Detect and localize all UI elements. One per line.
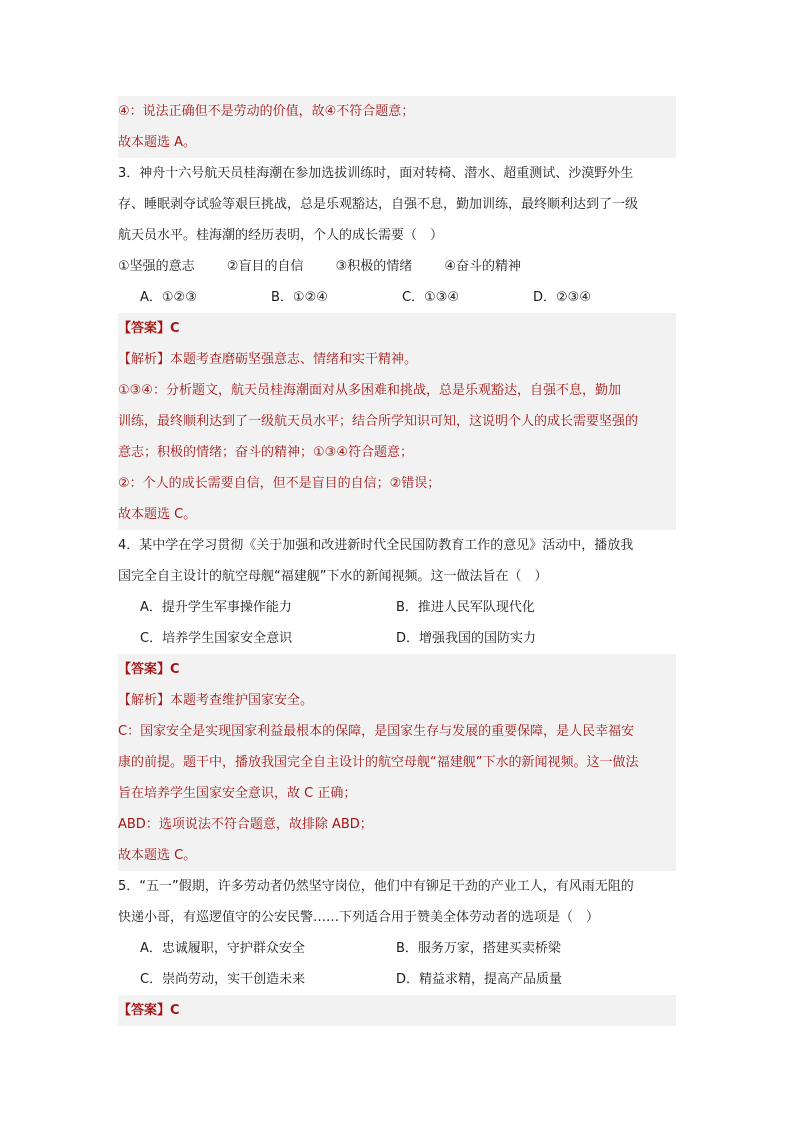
q4-analysis-line: 康的前提。题干中，播放我国完全自主设计的航空母舰“福建舰”下水的新闻视频。这一做法 [118,747,676,778]
q3-statement: ①坚强的意志 [118,259,195,274]
q5-option-b: B．服务万家，搭建买卖桥梁 [396,941,561,956]
q3-analysis-line: ②：个人的成长需要自信，但不是盲目的自信；②错误； [118,468,676,499]
q3-analysis-line: 【解析】本题考查磨砺坚强意志、情绪和实干精神。 [118,344,676,375]
q5-answer: 【答案】C [118,995,676,1026]
q3-analysis-line: 训练，最终顺利达到了一级航天员水平；结合所学知识可知，这说明个人的成长需要坚强的 [118,406,676,437]
q4-analysis-line: C：国家安全是实现国家利益最根本的保障，是国家生存与发展的重要保障，是人民幸福安 [118,716,676,747]
q5-options-row [118,933,676,964]
q3-statement: ②盲目的自信 [226,259,304,274]
q3-stem-line: 3．神舟十六号航天员桂海潮在参加选拔训练时，面对转椅、潜水、超重测试、沙漠野外生 [118,166,634,181]
q4-option-b: B．推进人民军队现代化 [396,600,535,615]
q3-statement: ④奋斗的精神 [444,259,522,274]
q3-statement: ③积极的情绪 [335,259,413,274]
q4-options-row [118,623,676,654]
q4-analysis-line: 【解析】本题考查维护国家安全。 [118,685,676,716]
q5-option-a: A．忠诚履职，守护群众安全 [140,941,305,956]
q3-statements [118,251,676,282]
q3-options [118,282,676,313]
q4-stem-line: 4．某中学在学习贯彻《关于加强和改进新时代全民国防教育工作的意见》活动中，播放我 [118,538,634,553]
q4-option-c: C．培养学生国家安全意识 [140,631,293,646]
q5-options-row [118,964,676,995]
q4-stem-line: 国完全自主设计的航空母舰“福建舰”下水的新闻视频。这一做法旨在（ ） [118,569,548,584]
q5-stem-line: 快递小哥，有巡逻值守的公安民警……下列适合用于赞美全体劳动者的选项是（ ） [118,910,600,925]
q4-answer: 【答案】C [118,654,676,685]
q3-stem-line: 航天员水平。桂海潮的经历表明，个人的成长需要（ ） [118,228,444,243]
q4-option-d: D．增强我国的国防实力 [396,631,537,646]
q3-answer: 【答案】C [118,313,676,344]
q3-stem-line: 存、睡眠剥夺试验等艰巨挑战，总是乐观豁达，自强不息，勤加训练，最终顺利达到了一级 [118,197,639,212]
q4-analysis-line: 旨在培养学生国家安全意识，故 C 正确； [118,778,676,809]
q4-conclusion: 故本题选 C。 [118,840,676,871]
q3-conclusion: 故本题选 C。 [118,499,676,530]
q4-option-a: A．提升学生军事操作能力 [140,600,292,615]
prev-conclusion: 故本题选 A。 [118,127,676,158]
q3-option-a: A．①②③ [140,290,197,305]
prev-analysis-line: ④：说法正确但不是劳动的价值，故④不符合题意； [118,96,676,127]
q3-analysis-line: ①③④：分析题文，航天员桂海潮面对从多困难和挑战，总是乐观豁达，自强不息，勤加 [118,375,676,406]
q5-stem-line: 5．“五一”假期，许多劳动者仍然坚守岗位，他们中有铆足干劲的产业工人，有风雨无阻的 [118,879,634,894]
q3-analysis-line: 意志；积极的情绪；奋斗的精神；①③④符合题意； [118,437,676,468]
document-page [118,96,676,1026]
q3-option-d: D．②③④ [533,290,591,305]
q4-analysis-line: ABD：选项说法不符合题意，故排除 ABD； [118,809,676,840]
q3-option-b: B．①②④ [271,290,328,305]
q4-options-row [118,592,676,623]
q3-option-c: C．①③④ [402,290,460,305]
q5-option-d: D．精益求精，提高产品质量 [396,972,563,987]
q5-option-c: C．崇尚劳动，实干创造未来 [140,972,306,987]
